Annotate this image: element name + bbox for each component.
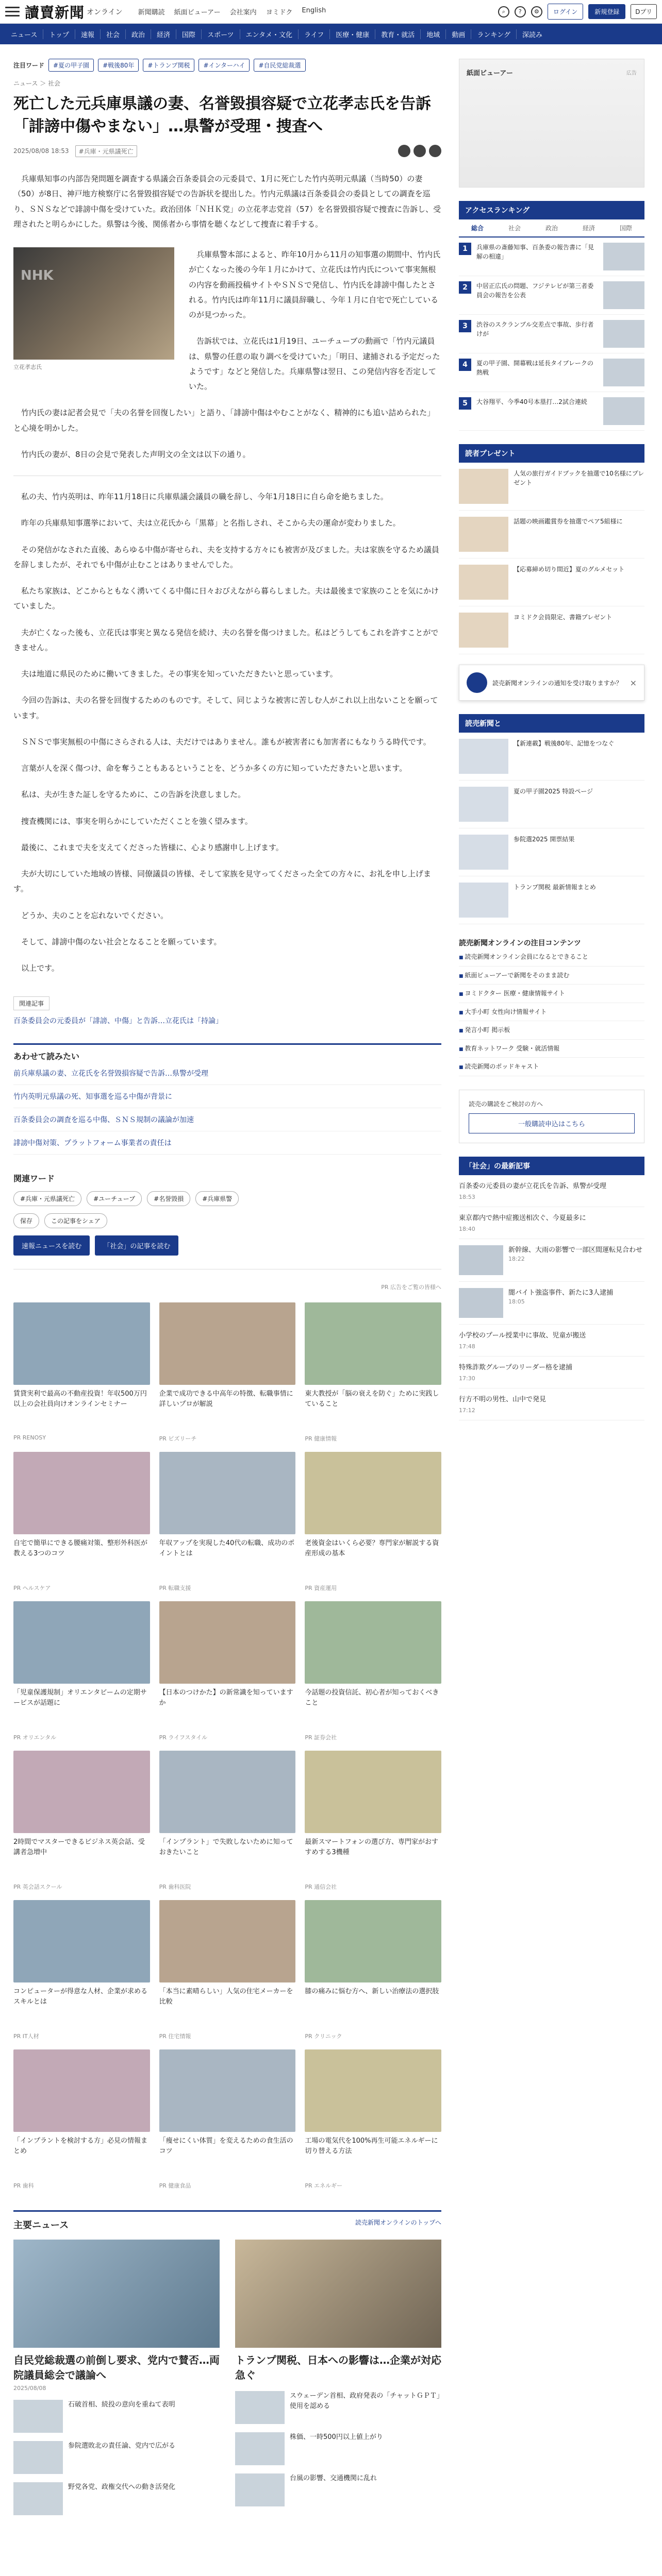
major-item[interactable] bbox=[235, 2473, 441, 2506]
nav-item[interactable]: 政治 bbox=[126, 29, 151, 39]
ad-card-sponsor: PR IT人材 bbox=[13, 2033, 39, 2040]
special-title: 夏の甲子園2025 特設ページ bbox=[514, 788, 593, 795]
rank-title: 夏の甲子園、開幕戦は延長タイブレークの熱戦 bbox=[476, 360, 593, 376]
ad-card-title: 老後資金はいくら必要？専門家が解説する資産形成の基本 bbox=[305, 1539, 439, 1558]
major-left bbox=[13, 2240, 220, 2515]
major-item-thumb bbox=[13, 2441, 63, 2474]
ad-card[interactable] bbox=[13, 1751, 150, 1891]
viewer-ad[interactable] bbox=[459, 59, 644, 188]
rank-number: 1 bbox=[459, 243, 471, 255]
society-news-item[interactable] bbox=[459, 1207, 644, 1239]
ad-card-sponsor: PR 通信会社 bbox=[305, 1884, 337, 1891]
rank-thumb bbox=[603, 243, 644, 270]
ad-card-title: 自宅で簡単にできる腰痛対策、整形外科医が教える3つのコツ bbox=[13, 1539, 148, 1558]
ad-card-image bbox=[305, 1751, 441, 1833]
major-item-thumb bbox=[235, 2432, 285, 2465]
gift-title: 人気の旅行ガイドブックを抽選で10名様にプレゼント bbox=[514, 470, 644, 486]
ad-card-image bbox=[13, 1601, 150, 1684]
ad-card-title: 「本当に素晴らしい」人気の住宅メーカーを比較 bbox=[159, 1988, 293, 2006]
gift-item[interactable] bbox=[459, 558, 644, 606]
ad-card-image bbox=[13, 2049, 150, 2132]
article-paragraph: 言葉が人を深く傷つけ、命を奪うこともあるということを、どうか多くの方に知っていただきたいと思います。 bbox=[21, 764, 407, 773]
article-paragraph: そして、誹謗中傷のない社会となることを願っています。 bbox=[21, 937, 222, 946]
major-item-thumb bbox=[13, 2482, 63, 2515]
major-item[interactable] bbox=[13, 2482, 220, 2515]
major-item-title: 石破首相、続投の意向を重ねて表明 bbox=[68, 2401, 175, 2409]
society-news-title: 東京都内で熱中症搬送相次ぐ、今夏最多に bbox=[459, 1214, 586, 1222]
ranking-tab[interactable]: 経済 bbox=[582, 225, 595, 232]
share-x-icon[interactable] bbox=[398, 145, 410, 157]
article-paragraph: 捜査機関には、事実を明らかにしていただくことを強く望みます。 bbox=[21, 816, 253, 826]
share-buttons bbox=[398, 145, 441, 157]
society-news-time: 17:12 bbox=[459, 1407, 475, 1414]
ad-card-title: 企業で成功できる中高年の特徴、転職事情に詳しいプロが解説 bbox=[159, 1390, 293, 1409]
sidebar bbox=[459, 44, 644, 2515]
ranking-item[interactable] bbox=[459, 353, 644, 392]
menu-icon[interactable] bbox=[5, 5, 20, 19]
trending-tag[interactable]: #夏の甲子園 bbox=[48, 59, 94, 72]
ad-card-image bbox=[159, 1751, 296, 1833]
ad-card-title: 賃貸実利で最高の不動産投資！年収500万円以上の会社員向けオンラインセミナー bbox=[13, 1390, 147, 1409]
society-news-item[interactable] bbox=[459, 1325, 644, 1357]
special-title: トランプ関税 最新情報まとめ bbox=[514, 884, 596, 891]
major-item-thumb bbox=[235, 2473, 285, 2506]
article-photo-row bbox=[13, 247, 441, 394]
article-paragraph: 私たち家族は、どこからともなく湧いてくる中傷に日々おびえながら暮らしました。夫は最後まで家族のことを気にかけていました。 bbox=[13, 586, 439, 611]
share-button[interactable]: この記事をシェア bbox=[44, 1213, 107, 1228]
trending-tag[interactable]: #戦後80年 bbox=[98, 59, 139, 72]
society-news-thumb bbox=[459, 1288, 503, 1318]
article-photo-block bbox=[13, 247, 174, 394]
article-paragraph: 兵庫県警本部によると、昨年10月から11月の知事選の期間中、竹内氏が亡くなった後の今年１月にかけて、立花氏は竹内氏について事実無根の内容を動画投稿サイトやＳＮＳで発信し、竹内氏を誹謗中傷したとされる。竹内氏は昨年11月に議員辞職し、今年１月に自宅で死亡しているのが見つかった。 bbox=[189, 250, 441, 319]
society-news-time: 18:05 bbox=[508, 1298, 525, 1305]
ad-card-title: 「児童保護規制」オリエンタビームの定期サービスが話題に bbox=[13, 1689, 147, 1707]
special-thumb bbox=[459, 883, 508, 918]
ad-card[interactable] bbox=[159, 2049, 296, 2190]
ad-card-image bbox=[159, 1452, 296, 1534]
major-item-thumb bbox=[13, 2400, 63, 2433]
nav-item[interactable]: ランキング bbox=[471, 29, 517, 39]
major-news-grid bbox=[13, 2240, 441, 2515]
ad-card-image bbox=[13, 1302, 150, 1385]
article-paragraph: 夫が亡くなった後も、立花氏は事実と異なる発信を続け、夫の名誉を傷つけました。私はどうしてもこれを許すことができません。 bbox=[13, 628, 439, 652]
share-facebook-icon[interactable] bbox=[413, 145, 426, 157]
major-item-title: 参院選敗北の責任論、党内で広がる bbox=[68, 2442, 176, 2450]
ad-card[interactable] bbox=[305, 1302, 441, 1443]
content-list-item[interactable]: ■ 読売新聞オンライン会員になるとできること bbox=[459, 948, 644, 967]
gift-thumb bbox=[459, 565, 508, 600]
ad-card-image bbox=[305, 1900, 441, 1982]
site-logo[interactable]: 讀賣新聞 bbox=[25, 4, 85, 21]
ad-card-title: 年収アップを実現した40代の転職、成功のポイントとは bbox=[159, 1539, 295, 1558]
trending-tags bbox=[13, 59, 441, 72]
nav-item[interactable]: 教育・就活 bbox=[375, 29, 421, 39]
topic-tag[interactable]: #兵庫・元県議死亡 bbox=[75, 145, 137, 157]
society-news-time: 18:53 bbox=[459, 1193, 475, 1200]
share-line-icon[interactable] bbox=[429, 145, 441, 157]
ad-card-title: 東大教授が「脳の衰えを防ぐ」ために実践していること bbox=[305, 1390, 439, 1409]
rank-number: 5 bbox=[459, 397, 471, 410]
special-thumb bbox=[459, 739, 508, 774]
ad-card[interactable] bbox=[159, 1601, 296, 1741]
subscribe-text: 読売の購読をご検討の方へ bbox=[469, 1100, 543, 1108]
gift-title: ヨミドク会員限定、書籍プレゼント bbox=[514, 614, 613, 621]
content-list-item[interactable]: ■ 発言小町 掲示板 bbox=[459, 1021, 644, 1040]
category-nav bbox=[0, 24, 662, 44]
content-list-item[interactable]: ■ 紙面ビューアーで新聞をそのまま読む bbox=[459, 967, 644, 985]
ad-card-sponsor: PR ビズリーチ bbox=[159, 1435, 197, 1443]
major-right bbox=[235, 2240, 441, 2515]
society-news-title: 闇バイト強盗事件、新たに3人逮捕 bbox=[508, 1289, 614, 1297]
article-date: 2025/08/08 18:53 bbox=[13, 147, 69, 155]
article-paragraph: 告訴状では、立花氏は1月19日、ユーチューブの動画で「竹内元議員は、県警の任意の取り調べを受けていた」「明日、逮捕される予定だったようです」などと発信した。兵庫県警は翌日、この発信内容を否定していた。 bbox=[189, 336, 440, 391]
nav-item[interactable]: 速報 bbox=[75, 29, 101, 39]
major-item-thumb bbox=[235, 2391, 285, 2424]
nav-item[interactable]: 社会 bbox=[101, 29, 126, 39]
rank-number: 4 bbox=[459, 359, 471, 371]
gift-thumb bbox=[459, 613, 508, 648]
more-link[interactable]: 竹内英明元県議の死、知事選を巡る中傷が背景に bbox=[13, 1085, 441, 1108]
nav-item[interactable]: 経済 bbox=[151, 29, 176, 39]
topnav-item[interactable]: English bbox=[302, 7, 326, 14]
breaking-news-button[interactable]: 速報ニュースを読む bbox=[13, 1235, 90, 1256]
ad-card-sponsor: PR クリニック bbox=[305, 2033, 342, 2040]
nav-item[interactable]: 動画 bbox=[446, 29, 471, 39]
ad-card-image bbox=[159, 2049, 296, 2132]
ad-card[interactable] bbox=[159, 1900, 296, 2040]
society-news-time: 18:40 bbox=[459, 1225, 475, 1232]
major-lead-title[interactable]: 自民党総裁選の前倒し要求、党内で賛否…両院議員総会で議論へ bbox=[13, 2354, 220, 2382]
society-news-title: 特殊詐欺グループのリーダー格を逮捕 bbox=[459, 1363, 572, 1371]
ranking-heading: アクセスランキング bbox=[459, 201, 644, 219]
ad-card[interactable] bbox=[13, 1900, 150, 2040]
ad-card-sponsor: PR 英会話スクール bbox=[13, 1884, 62, 1891]
dpuri-button[interactable]: Dプリ bbox=[631, 4, 657, 19]
ad-card-image bbox=[305, 1452, 441, 1534]
related-label: 関連記事 bbox=[13, 996, 49, 1010]
trending-label: 注目ワード bbox=[13, 62, 45, 69]
society-news-item[interactable] bbox=[459, 1175, 644, 1207]
subscribe-box bbox=[459, 1090, 644, 1143]
close-icon[interactable]: × bbox=[630, 677, 637, 688]
major-item[interactable] bbox=[13, 2400, 220, 2433]
ad-card[interactable] bbox=[305, 1601, 441, 1741]
article-body bbox=[13, 405, 441, 976]
ad-card-title: 最新スマートフォンの選び方、専門家がおすすめする3機種 bbox=[305, 1838, 439, 1857]
content-list bbox=[459, 948, 644, 1076]
ad-card-sponsor: PR 証券会社 bbox=[305, 1734, 337, 1741]
breadcrumb[interactable]: ニュース ＞ 社会 bbox=[13, 80, 61, 87]
help-icon[interactable]: ? bbox=[515, 6, 526, 18]
more-link[interactable]: 百条委員会の調査を巡る中傷、ＳＮＳ規制の議論が加速 bbox=[13, 1108, 441, 1131]
ad-note: PR 広告をご覧の皆様へ bbox=[381, 1284, 441, 1291]
article-column bbox=[13, 44, 441, 2515]
top-page-link[interactable]: 読売新聞オンラインのトップへ bbox=[355, 2219, 441, 2227]
ad-card-image bbox=[13, 1751, 150, 1833]
ad-card-sponsor: PR 転職支援 bbox=[159, 1585, 191, 1592]
article-meta bbox=[13, 145, 441, 157]
ad-card-title: 膝の痛みに悩む方へ、新しい治療法の選択肢 bbox=[305, 1988, 439, 1996]
ranking-tab[interactable]: 社会 bbox=[508, 225, 521, 232]
ad-card-image bbox=[13, 1452, 150, 1534]
top-nav bbox=[138, 7, 326, 16]
ad-card[interactable] bbox=[305, 1900, 441, 2040]
photo-side-text bbox=[189, 247, 441, 394]
society-news-item[interactable] bbox=[459, 1388, 644, 1420]
rank-title: 大谷翔平、今季40号本塁打…2試合連続 bbox=[476, 398, 587, 405]
special-thumb bbox=[459, 835, 508, 870]
rank-thumb bbox=[603, 281, 644, 309]
ad-card-title: コンピューターが得意な人材、企業が求めるスキルとは bbox=[13, 1988, 148, 2006]
article-paragraph: 昨年の兵庫県知事選挙において、夫は立花氏から「黒幕」と名指しされ、そこから夫の運命が変わりました。 bbox=[21, 518, 401, 528]
content-list-item[interactable]: ■ 読売新聞のポッドキャスト bbox=[459, 1058, 644, 1076]
ranking-tab[interactable]: 総合 bbox=[471, 225, 484, 232]
ad-card-sponsor: PR 歯科 bbox=[13, 2182, 34, 2190]
ad-card-title: 【日本のつけかた】の新常識を知っていますか bbox=[159, 1689, 293, 1707]
ad-card-sponsor: PR 健康食品 bbox=[159, 2182, 191, 2190]
subscribe-button[interactable]: 一般購読申込はこちら bbox=[469, 1113, 635, 1133]
ad-card-sponsor: PR 住宅情報 bbox=[159, 2033, 191, 2040]
ad-card-image bbox=[305, 1302, 441, 1385]
article-paragraph: 私の夫、竹内英明は、昨年11月18日に兵庫県議会議員の職を辞し、今年1月18日に自ら命を絶ちました。 bbox=[21, 492, 388, 501]
rank-thumb bbox=[603, 397, 644, 425]
search-icon[interactable]: ⌕ bbox=[498, 6, 509, 18]
article-paragraph: 竹内氏の妻は記者会見で「夫の名誉を回復したい」と語り、「誹謗中傷はやむことがなく、精神的にも追い詰められた」と心境を明かした。 bbox=[13, 408, 435, 433]
content-list-item[interactable]: ■ 大手小町 女性向け情報サイト bbox=[459, 1003, 644, 1022]
register-button[interactable]: 新規登録 bbox=[588, 4, 625, 19]
society-news-title: 新幹線、大雨の影響で一部区間運転見合わせ bbox=[508, 1246, 643, 1254]
special-item[interactable] bbox=[459, 733, 644, 781]
article-paragraph: 夫が大切にしていた地域の皆様、同僚議員の皆様、そして家族を見守ってくださった全ての方々に、お礼を申し上げます。 bbox=[13, 869, 432, 894]
ad-card-sponsor: PR ライフスタイル bbox=[159, 1734, 208, 1741]
major-item[interactable] bbox=[235, 2391, 441, 2424]
gift-item[interactable] bbox=[459, 511, 644, 558]
content-list-item[interactable]: ■ ヨミドクター 医療・健康情報サイト bbox=[459, 985, 644, 1003]
nav-item[interactable]: 地域 bbox=[421, 29, 446, 39]
ad-card[interactable] bbox=[159, 1751, 296, 1891]
article-photo[interactable] bbox=[13, 247, 174, 360]
special-item[interactable] bbox=[459, 828, 644, 876]
gift-thumb bbox=[459, 517, 508, 552]
special-item[interactable] bbox=[459, 781, 644, 828]
ad-card[interactable] bbox=[13, 1302, 150, 1443]
ad-card[interactable] bbox=[159, 1452, 296, 1592]
ad-card-sponsor: PR 歯科医院 bbox=[159, 1884, 191, 1891]
ad-card-image bbox=[305, 1601, 441, 1684]
ad-card-image bbox=[159, 1900, 296, 1982]
ad-card[interactable] bbox=[13, 1601, 150, 1741]
nav-item[interactable]: 深読み bbox=[522, 31, 542, 39]
nav-item[interactable]: 医療・健康 bbox=[330, 29, 375, 39]
article-paragraph: 今回の告訴は、夫の名誉を回復するためのものです。そして、同じような被害に苦しむ人がこれ以上出ないことを願っています。 bbox=[13, 696, 438, 720]
society-news-title: 小学校のプール授業中に事故、児童が搬送 bbox=[459, 1331, 586, 1340]
ad-card[interactable] bbox=[159, 1302, 296, 1443]
topnav-item[interactable]: 紙面ビューアー bbox=[174, 9, 221, 16]
society-news-item[interactable] bbox=[459, 1282, 644, 1325]
major-item-title: 株価、一時500円以上値上がり bbox=[290, 2433, 383, 2442]
topnav-item[interactable]: 会社案内 bbox=[229, 9, 257, 16]
major-second-image[interactable] bbox=[235, 2240, 441, 2348]
gift-item[interactable] bbox=[459, 463, 644, 511]
keywords-heading: 関連ワード bbox=[13, 1174, 55, 1184]
gift-thumb bbox=[459, 469, 508, 504]
major-news-heading: 主要ニュース bbox=[13, 2220, 69, 2231]
ad-card-sponsor: PR 健康情報 bbox=[305, 1435, 337, 1443]
society-news-title: 行方不明の男性、山中で発見 bbox=[459, 1396, 547, 1404]
special-title: 参院選2025 開票結果 bbox=[514, 836, 575, 843]
ad-card-image bbox=[305, 2049, 441, 2132]
ad-grid bbox=[13, 1302, 441, 2190]
ad-card-title: 「インプラント」で失敗しないために知っておきたいこと bbox=[159, 1838, 293, 1857]
major-lead-date: 2025/08/08 bbox=[13, 2385, 46, 2392]
bookmark-button[interactable]: 保存 bbox=[13, 1213, 39, 1228]
ad-card-sponsor: PR 資産運用 bbox=[305, 1585, 337, 1592]
article-paragraph: 以上です。 bbox=[21, 963, 59, 973]
article-paragraph: 竹内氏の妻が、8日の会見で発表した声明文の全文は以下の通り。 bbox=[21, 449, 251, 459]
ad-card-title: 「インプラントを検討する方」必見の情報まとめ bbox=[13, 2137, 148, 2156]
bell-icon bbox=[467, 672, 487, 693]
ad-card[interactable] bbox=[305, 1452, 441, 1592]
site-logo-sub: オンライン bbox=[87, 8, 123, 16]
ranking-item[interactable] bbox=[459, 276, 644, 315]
cta-row bbox=[13, 1235, 441, 1256]
rank-number: 3 bbox=[459, 320, 471, 332]
nav-item[interactable]: ライフ bbox=[299, 29, 330, 39]
rank-title: 渋谷のスクランブル交差点で事故、歩行者けが bbox=[476, 321, 594, 337]
more-heading: あわせて読みたい bbox=[13, 1043, 441, 1062]
special-thumb bbox=[459, 787, 508, 822]
ad-card-title: 工場の電気代を100%再生可能エネルギーに切り替える方法 bbox=[305, 2137, 438, 2156]
trending-tag[interactable]: #トランプ関税 bbox=[143, 59, 194, 72]
ad-card-title: 今話題の投資信託、初心者が知っておくべきこと bbox=[305, 1689, 439, 1707]
society-news-time: 17:30 bbox=[459, 1375, 475, 1382]
nav-item[interactable]: エンタメ・文化 bbox=[240, 29, 299, 39]
major-item-title: 台風の影響、交通機関に乱れ bbox=[290, 2475, 377, 2483]
society-news-item[interactable] bbox=[459, 1239, 644, 1282]
keywords-row bbox=[13, 1191, 441, 1206]
photo-caption: 立花孝志氏 bbox=[13, 364, 42, 370]
article-paragraph: その発信がなされた直後、あらゆる中傷が寄せられ、夫を支持する方々にも被害が及びました。夫は家族を守るため議員を辞しましたが、それでも中傷が止むことはありませんでした。 bbox=[13, 545, 439, 569]
more-link[interactable]: 前兵庫県議の妻、立花氏を名誉毀損容疑で告訴…県警が受理 bbox=[13, 1062, 441, 1085]
keyword-tag[interactable]: #兵庫・元県議死亡 bbox=[13, 1191, 81, 1206]
gift-title: 話題の映画鑑賞券を抽選でペア5組様に bbox=[514, 518, 623, 525]
rank-thumb bbox=[603, 359, 644, 386]
society-news-button[interactable]: 「社会」の記事を読む bbox=[95, 1235, 178, 1256]
login-button[interactable]: ログイン bbox=[548, 4, 583, 20]
nav-item[interactable]: スポーツ bbox=[202, 29, 240, 39]
more-link[interactable]: 誹謗中傷対策、プラットフォーム事業者の責任は bbox=[13, 1131, 441, 1155]
society-heading: 「社会」の最新記事 bbox=[459, 1157, 644, 1175]
ad-card-sponsor: PR エネルギー bbox=[305, 2182, 343, 2190]
ad-card-image bbox=[13, 1900, 150, 1982]
article-paragraph: どうか、夫のことを忘れないでください。 bbox=[21, 910, 169, 920]
society-news-time: 18:22 bbox=[508, 1255, 525, 1262]
gift-item[interactable] bbox=[459, 606, 644, 654]
ad-card[interactable] bbox=[13, 2049, 150, 2190]
article-paragraph: 最後に、これまで夫を支えてくださった皆様に、心より感謝申し上げます。 bbox=[21, 842, 284, 852]
keyword-tag[interactable]: #名誉毀損 bbox=[147, 1191, 190, 1206]
article-paragraph: ＳＮＳで事実無根の中傷にさらされる人は、夫だけではありません。誰もが被害者にも加害者にもなりうる時代です。 bbox=[21, 737, 431, 747]
content-list-heading: 読売新聞オンラインの注目コンテンツ bbox=[459, 939, 581, 947]
ad-card-title: 「痩せにくい体質」を変えるための食生活のコツ bbox=[159, 2137, 293, 2156]
ranking-tab[interactable]: 国際 bbox=[619, 225, 632, 232]
nav-item[interactable]: 国際 bbox=[176, 29, 202, 39]
article-paragraph: 夫は地道に県民のために働いてきました。その事実を知っていただきたいと思っています。 bbox=[21, 669, 338, 679]
major-item[interactable] bbox=[235, 2432, 441, 2465]
major-news-header bbox=[13, 2218, 441, 2231]
ranking-tab[interactable]: 政治 bbox=[545, 225, 558, 232]
rank-title: 中居正広氏の問題、フジテレビが第三者委員会の報告を公表 bbox=[476, 282, 594, 299]
major-lead-image[interactable] bbox=[13, 2240, 220, 2348]
ad-card[interactable] bbox=[305, 2049, 441, 2190]
ranking-item[interactable] bbox=[459, 392, 644, 431]
photo-watermark: NHK bbox=[21, 268, 54, 283]
article-paragraph: 私は、夫が生きた証しを守るために、この告訴を決意しました。 bbox=[21, 790, 246, 800]
keyword-tag[interactable]: #兵庫県警 bbox=[195, 1191, 239, 1206]
nav-item[interactable]: ニュース bbox=[5, 29, 43, 39]
major-item-title: スウェーデン首相、政府発表の「チャットＧＰＴ」使用を認める bbox=[290, 2392, 440, 2411]
major-second-title[interactable]: トランプ関税、日本への影響は…企業が対応急ぐ bbox=[235, 2354, 441, 2382]
keyword-tag[interactable]: #ユーチューブ bbox=[87, 1191, 142, 1206]
ad-card[interactable] bbox=[305, 1751, 441, 1891]
ranking-tabs bbox=[459, 219, 644, 238]
content-list-item[interactable]: ■ 教育ネットワーク 受験・就活情報 bbox=[459, 1040, 644, 1058]
ad-card[interactable] bbox=[13, 1452, 150, 1592]
ad-card-sponsor: PR ヘルスケア bbox=[13, 1585, 51, 1592]
article-lead: 兵庫県知事の内部告発問題を調査する県議会百条委員会の元委員で、1月に死亡した竹内英明元県議（当時50）の妻（50）が8日、神戸地方検察庁に名誉毀損容疑での告訴状を提出した。竹内元県議は百条委員会の委員としての調査を巡り、ＳＮＳなどで誹謗中傷を受けていた。政治団体「ＮＨＫ党」の立花孝志党首（57）を名誉毀損容疑で捜査に告訴し、受理されたと明らかにした。県警は今後、関係者から事情を聴くなどして捜査に着手する。 bbox=[13, 174, 441, 229]
gift-title: 【応募締め切り間近】夏のグルメセット bbox=[514, 566, 625, 573]
nav-item[interactable]: トップ bbox=[43, 29, 75, 39]
special-title: 【新連載】戦後80年、記憶をつなぐ bbox=[514, 740, 615, 747]
notification-popup bbox=[459, 665, 644, 701]
rank-thumb bbox=[603, 320, 644, 348]
settings-icon[interactable]: ⚙ bbox=[531, 6, 542, 18]
ad-card-sponsor: PR オリエンタル bbox=[13, 1734, 57, 1741]
trending-tag[interactable]: #インターハイ bbox=[198, 59, 250, 72]
major-item[interactable] bbox=[13, 2441, 220, 2474]
ranking-item[interactable] bbox=[459, 238, 644, 276]
ranking-item[interactable] bbox=[459, 315, 644, 353]
action-row bbox=[13, 1213, 441, 1228]
topnav-item[interactable]: ヨミドク bbox=[266, 9, 293, 16]
ad-card-title: 2時間でマスターできるビジネス英会話、受講者急増中 bbox=[13, 1838, 145, 1857]
special-heading: 読売新聞と bbox=[459, 714, 644, 733]
society-news-item[interactable] bbox=[459, 1357, 644, 1388]
major-news bbox=[13, 2210, 441, 2515]
ad-label: 広告 bbox=[626, 71, 637, 76]
ad-card-image bbox=[159, 1601, 296, 1684]
topnav-item[interactable]: 新聞購読 bbox=[138, 9, 165, 16]
rank-number: 2 bbox=[459, 281, 471, 294]
society-news-time: 17:48 bbox=[459, 1343, 475, 1350]
gift-heading: 読者プレゼント bbox=[459, 444, 644, 463]
related-link[interactable]: 百条委員会の元委員が「誹謗、中傷」と告訴…立花氏は「持論」 bbox=[13, 1017, 223, 1026]
society-news-title: 百条委の元委員の妻が立花氏を告訴、県警が受理 bbox=[459, 1182, 607, 1190]
society-news-thumb bbox=[459, 1245, 503, 1275]
major-item-title: 野党各党、政権交代への動き活発化 bbox=[68, 2483, 176, 2492]
top-bar bbox=[0, 0, 662, 24]
trending-tag[interactable]: #自民党総裁選 bbox=[254, 59, 305, 72]
viewer-ad-title: 紙面ビューアー bbox=[467, 70, 513, 77]
ad-card-sponsor: PR RENOSY bbox=[13, 1434, 46, 1442]
notification-text: 読売新聞オンラインの通知を受け取りますか？ bbox=[492, 679, 622, 687]
ad-card-image bbox=[159, 1302, 296, 1385]
special-item[interactable] bbox=[459, 876, 644, 924]
article-title: 死亡した元兵庫県議の妻、名誉毀損容疑で立花孝志氏を告訴「誹謗中傷やまない」…県警が受理・捜査へ bbox=[13, 95, 431, 135]
rank-title: 兵庫県の斎藤知事、百条委の報告書に「見解の相違」 bbox=[476, 244, 594, 260]
